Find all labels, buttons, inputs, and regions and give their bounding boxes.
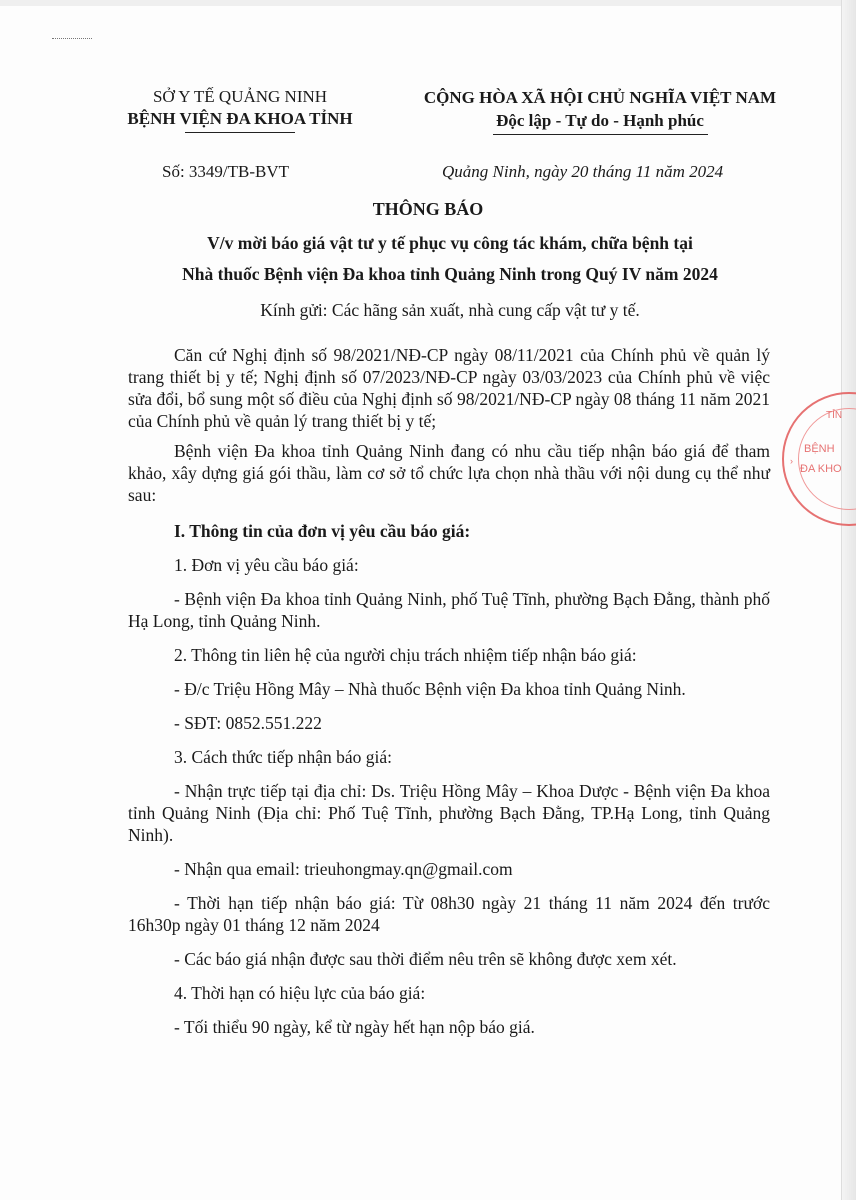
official-seal [782,392,856,526]
organization-name: BỆNH VIỆN ĐA KHOA TỈNH [127,109,353,128]
section-heading: I. Thông tin của đơn vị yêu cầu báo giá: [174,521,471,541]
document-subject [100,228,800,290]
list-item: - Tối thiểu 90 ngày, kể từ ngày hết hạn nộp báo giá. [174,1017,535,1037]
subject-line-2: Nhà thuốc Bệnh viện Đa khoa tỉnh Quảng Ninh trong Quý IV năm 2024 [182,264,718,284]
list-item: - Đ/c Triệu Hồng Mây – Nhà thuốc Bệnh viện Đa khoa tỉnh Quảng Ninh. [174,679,686,699]
seal-star-mark: › [790,456,793,466]
seal-text-line1: BỆNH [804,443,835,455]
list-item: 1. Đơn vị yêu cầu báo giá: [174,555,359,575]
list-item: - Thời hạn tiếp nhận báo giá: Từ 08h30 ngày 21 tháng 11 năm 2024 đến trước 16h30p ngày 01 tháng 12 năm 2024 [128,893,770,935]
recipient-line: Kính gửi: Các hãng sản xuất, nhà cung cấp vật tư y tế. [260,300,640,320]
issuing-organization [100,86,380,133]
motto-underline [493,134,708,135]
list-item: 3. Cách thức tiếp nhận báo giá: [174,747,392,767]
organization-underline [185,132,295,133]
list-item: - Nhận qua email: trieuhongmay.qn@gmail.com [174,859,513,879]
document-number: Số: 3349/TB-BVT [162,162,290,181]
list-item: - SĐT: 0852.551.222 [174,713,322,733]
country-name: CỘNG HÒA XÃ HỘI CHỦ NGHĨA VIỆT NAM [423,88,777,107]
parent-organization: SỞ Y TẾ QUẢNG NINH [152,87,328,106]
scan-speck [52,38,92,41]
seal-text-line2: ĐA KHO [800,463,842,475]
subject-line-1: V/v mời báo giá vật tư y tế phục vụ công tác khám, chữa bệnh tại [207,233,693,253]
list-item: - Nhận trực tiếp tại địa chỉ: Ds. Triệu Hồng Mây – Khoa Dược - Bệnh viện Đa khoa tỉnh Quảng Ninh (Địa chỉ: Phố Tuệ Tĩnh, phường Bạch Đằng, TP.Hạ Long, tỉnh Quảng Ninh). [128,781,770,845]
purpose-paragraph: Bệnh viện Đa khoa tỉnh Quảng Ninh đang có nhu cầu tiếp nhận báo giá để tham khảo, xây dựng giá gói thầu, làm cơ sở tổ chức lựa chọn nhà thầu với nội dung cụ thể như sau: [128,441,770,505]
list-item: - Các báo giá nhận được sau thời điểm nêu trên sẽ không được xem xét. [174,949,677,969]
scan-top-edge [0,0,856,6]
seal-text-top: TỈN [826,410,843,421]
national-motto: Độc lập - Tự do - Hạnh phúc [496,111,704,130]
list-item: - Bệnh viện Đa khoa tỉnh Quảng Ninh, phố Tuệ Tĩnh, phường Bạch Đằng, thành phố Hạ Long, tỉnh Quảng Ninh. [128,589,770,631]
list-item: 2. Thông tin liên hệ của người chịu trách nhiệm tiếp nhận báo giá: [174,645,637,665]
legal-basis-paragraph: Căn cứ Nghị định số 98/2021/NĐ-CP ngày 08/11/2021 của Chính phủ về quản lý trang thiết bị y tế; Nghị định số 07/2023/NĐ-CP ngày 03/03/2023 của Chính phủ về việc sửa đổi, bổ sung một số điều của Nghị định số 98/2021/NĐ-CP ngày 08 tháng 11 năm 2021 của Chính phủ về quản lý trang thiết bị y tế; [128,345,770,431]
national-header [390,86,810,135]
place-and-date: Quảng Ninh, ngày 20 tháng 11 năm 2024 [442,162,724,181]
document-title: THÔNG BÁO [372,199,484,219]
seal-lettering [784,394,856,524]
document-body [128,344,770,1050]
list-item: 4. Thời hạn có hiệu lực của báo giá: [174,983,426,1003]
scan-right-edge [841,0,856,1200]
